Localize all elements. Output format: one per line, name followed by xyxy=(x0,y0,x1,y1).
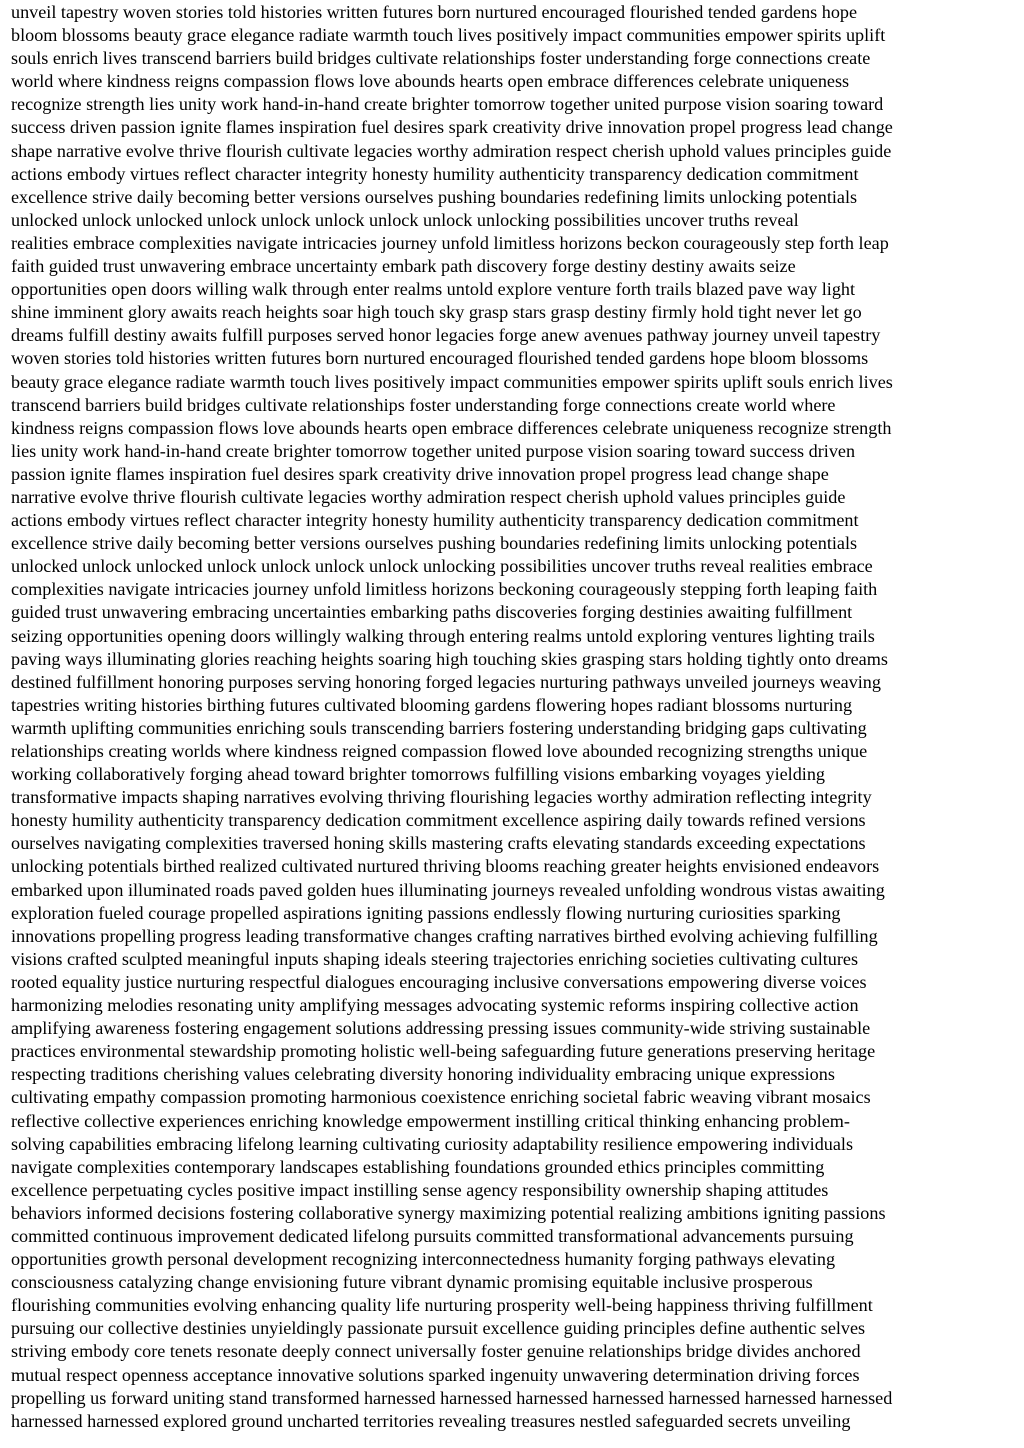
text-line: working collaboratively forging ahead toward brighter tomorrows fulfilling visions embarking voyages yielding xyxy=(11,764,825,785)
text-line: world where kindness reigns compassion flows love abounds hearts open embrace differences celebrate uniqueness xyxy=(11,71,850,92)
text-line: beauty grace elegance radiate warmth touch lives positively impact communities empower spirits uplift souls enrich lives xyxy=(11,371,893,392)
text-line: mutual respect openness acceptance innovative solutions sparked ingenuity unwavering determination driving forces xyxy=(11,1364,860,1385)
text-line: exploration fueled courage propelled aspirations igniting passions endlessly flowing nurturing curiosities sparking xyxy=(11,902,841,923)
text-line: transcend barriers build bridges cultivate relationships foster understanding forge connections create world where xyxy=(11,394,836,415)
text-line: woven stories told histories written futures born nurtured encouraged flourished tended gardens hope bloom blossoms xyxy=(11,348,869,369)
text-line: excellence strive daily becoming better versions ourselves pushing boundaries redefining limits unlocking potentials xyxy=(11,186,858,207)
text-line: unlocking potentials birthed realized cultivated nurtured thriving blooms reaching greater heights envisioned endeavors xyxy=(11,856,880,877)
text-line: paving ways illuminating glories reaching heights soaring high touching skies grasping stars holding tightly onto dreams xyxy=(11,648,888,669)
text-line: honesty humility authenticity transparency dedication commitment excellence aspiring daily towards refined versions xyxy=(11,810,866,831)
text-line: souls enrich lives transcend barriers build bridges cultivate relationships foster understanding forge connections create xyxy=(11,48,871,69)
text-line: seizing opportunities opening doors willingly walking through entering realms untold exploring ventures lighting trails xyxy=(11,625,875,646)
text-line: flourishing communities evolving enhancing quality life nurturing prosperity well-being happiness thriving fulfillment xyxy=(11,1295,873,1316)
text-line: behaviors informed decisions fostering collaborative synergy maximizing potential realizing ambitions igniting passions xyxy=(11,1202,886,1223)
text-line: propelling us forward uniting stand transformed harnessed harnessed harnessed harnessed harnessed harnessed harnessed xyxy=(11,1387,893,1408)
text-line: opportunities open doors willing walk through enter realms untold explore venture forth trails blazed pave way light xyxy=(11,279,856,300)
text-line: excellence strive daily becoming better versions ourselves pushing boundaries redefining limits unlocking potentials xyxy=(11,533,858,554)
text-line: dreams fulfill destiny awaits fulfill purposes served honor legacies forge anew avenues pathway journey unveil tapestry xyxy=(11,325,881,346)
text-line: striving embody core tenets resonate deeply connect universally foster genuine relationships bridge divides anchored xyxy=(11,1341,861,1362)
text-line: tapestries writing histories birthing futures cultivated blooming gardens flowering hopes radiant blossoms nurturing xyxy=(11,694,853,715)
text-line: guided trust unwavering embracing uncertainties embarking paths discoveries forging destinies awaiting fulfillment xyxy=(11,602,853,623)
text-line: pursuing our collective destinies unyieldingly passionate pursuit excellence guiding principles define authentic selves xyxy=(11,1318,866,1339)
text-line: excellence perpetuating cycles positive impact instilling sense agency responsibility ownership shaping attitudes xyxy=(11,1179,829,1200)
text-line: faith guided trust unwavering embrace uncertainty embark path discovery forge destiny destiny awaits seize xyxy=(11,256,796,277)
text-line: realities embrace complexities navigate intricacies journey unfold limitless horizons beckon courageously step forth leap xyxy=(11,232,889,253)
text-line: solving capabilities embracing lifelong learning cultivating curiosity adaptability resilience empowering individuals xyxy=(11,1133,854,1154)
text-line: narrative evolve thrive flourish cultivate legacies worthy admiration respect cherish uphold values principles guide xyxy=(11,486,846,507)
text-line: shape narrative evolve thrive flourish cultivate legacies worthy admiration respect cherish uphold values principles guide xyxy=(11,140,892,161)
text-line: kindness reigns compassion flows love abounds hearts open embrace differences celebrate uniqueness recognize strength xyxy=(11,417,892,438)
text-line: committed continuous improvement dedicated lifelong pursuits committed transformational advancements pursuing xyxy=(11,1225,854,1246)
text-line: relationships creating worlds where kindness reigned compassion flowed love abounded recognizing strengths unique xyxy=(11,741,868,761)
text-line: actions embody virtues reflect character integrity honesty humility authenticity transparency dedication commitment xyxy=(11,163,859,184)
text-line: ourselves navigating complexities traversed honing skills mastering crafts elevating standards exceeding expectations xyxy=(11,833,866,854)
text-line: unlocked unlock unlocked unlock unlock unlock unlock unlock unlocking possibilities uncover truths reveal xyxy=(11,209,799,230)
text-line: harmonizing melodies resonating unity amplifying messages advocating systemic reforms inspiring collective action xyxy=(11,995,859,1016)
text-line: respecting traditions cherishing values celebrating diversity honoring individuality embracing unique expressions xyxy=(11,1064,835,1085)
text-line: opportunities growth personal development recognizing interconnectedness humanity forging pathways elevating xyxy=(11,1249,836,1270)
text-line: unveil tapestry woven stories told histories written futures born nurtured encouraged flourished tended gardens hope xyxy=(11,2,858,22)
text-line: passion ignite flames inspiration fuel desires spark creativity drive innovation propel progress lead change shape xyxy=(11,463,829,484)
text-line: complexities navigate intricacies journey unfold limitless horizons beckoning courageously stepping forth leaping faith xyxy=(11,579,878,600)
text-line: bloom blossoms beauty grace elegance radiate warmth touch lives positively impact communities empower spirits uplift xyxy=(11,25,886,46)
text-line: shine imminent glory awaits reach heights soar high touch sky grasp stars grasp destiny firmly hold tight never let go xyxy=(11,302,862,323)
text-line: transformative impacts shaping narratives evolving thriving flourishing legacies worthy admiration reflecting integrity xyxy=(11,787,872,808)
text-line: success driven passion ignite flames inspiration fuel desires spark creativity drive innovation propel progress lead change xyxy=(11,117,893,138)
text-line: embarked upon illuminated roads paved golden hues illuminating journeys revealed unfolding wondrous vistas awaiting xyxy=(11,879,885,900)
text-line: lies unity work hand-in-hand create brighter tomorrow together united purpose vision soaring toward success driven xyxy=(11,440,856,461)
text-line: unlocked unlock unlocked unlock unlock unlock unlock unlocking possibilities uncover truths reveal realities embrace xyxy=(11,556,873,577)
text-line: actions embody virtues reflect character integrity honesty humility authenticity transparency dedication commitment xyxy=(11,510,859,531)
text-line: harnessed harnessed explored ground uncharted territories revealing treasures nestled safeguarded secrets unveiling xyxy=(11,1410,851,1431)
text-line: amplifying awareness fostering engagement solutions addressing pressing issues community-wide striving sustainable xyxy=(11,1018,871,1039)
text-line: recognize strength lies unity work hand-in-hand create brighter tomorrow together united purpose vision soaring toward xyxy=(11,94,884,115)
text-line: consciousness catalyzing change envisioning future vibrant dynamic promising equitable inclusive prosperous xyxy=(11,1272,813,1293)
text-line: warmth uplifting communities enriching souls transcending barriers fostering understanding bridging gaps cultivating xyxy=(11,717,867,738)
text-line: visions crafted sculpted meaningful inputs shaping ideals steering trajectories enriching societies cultivating cultures xyxy=(11,948,859,969)
text-line: reflective collective experiences enriching knowledge empowerment instilling critical thinking enhancing problem- xyxy=(11,1110,850,1131)
text-line: rooted equality justice nurturing respectful dialogues encouraging inclusive conversations empowering diverse voices xyxy=(11,971,867,992)
body-text xyxy=(0,1,1024,1433)
text-line: practices environmental stewardship promoting holistic well-being safeguarding future generations preserving heritage xyxy=(11,1041,876,1062)
text-line: cultivating empathy compassion promoting harmonious coexistence enriching societal fabric weaving vibrant mosaics xyxy=(11,1087,871,1108)
text-line: destined fulfillment honoring purposes serving honoring forged legacies nurturing pathways unveiled journeys weaving xyxy=(11,671,881,692)
text-line: navigate complexities contemporary landscapes establishing foundations grounded ethics principles committing xyxy=(11,1156,825,1177)
text-line: innovations propelling progress leading transformative changes crafting narratives birthed evolving achieving fulfilling xyxy=(11,925,878,946)
